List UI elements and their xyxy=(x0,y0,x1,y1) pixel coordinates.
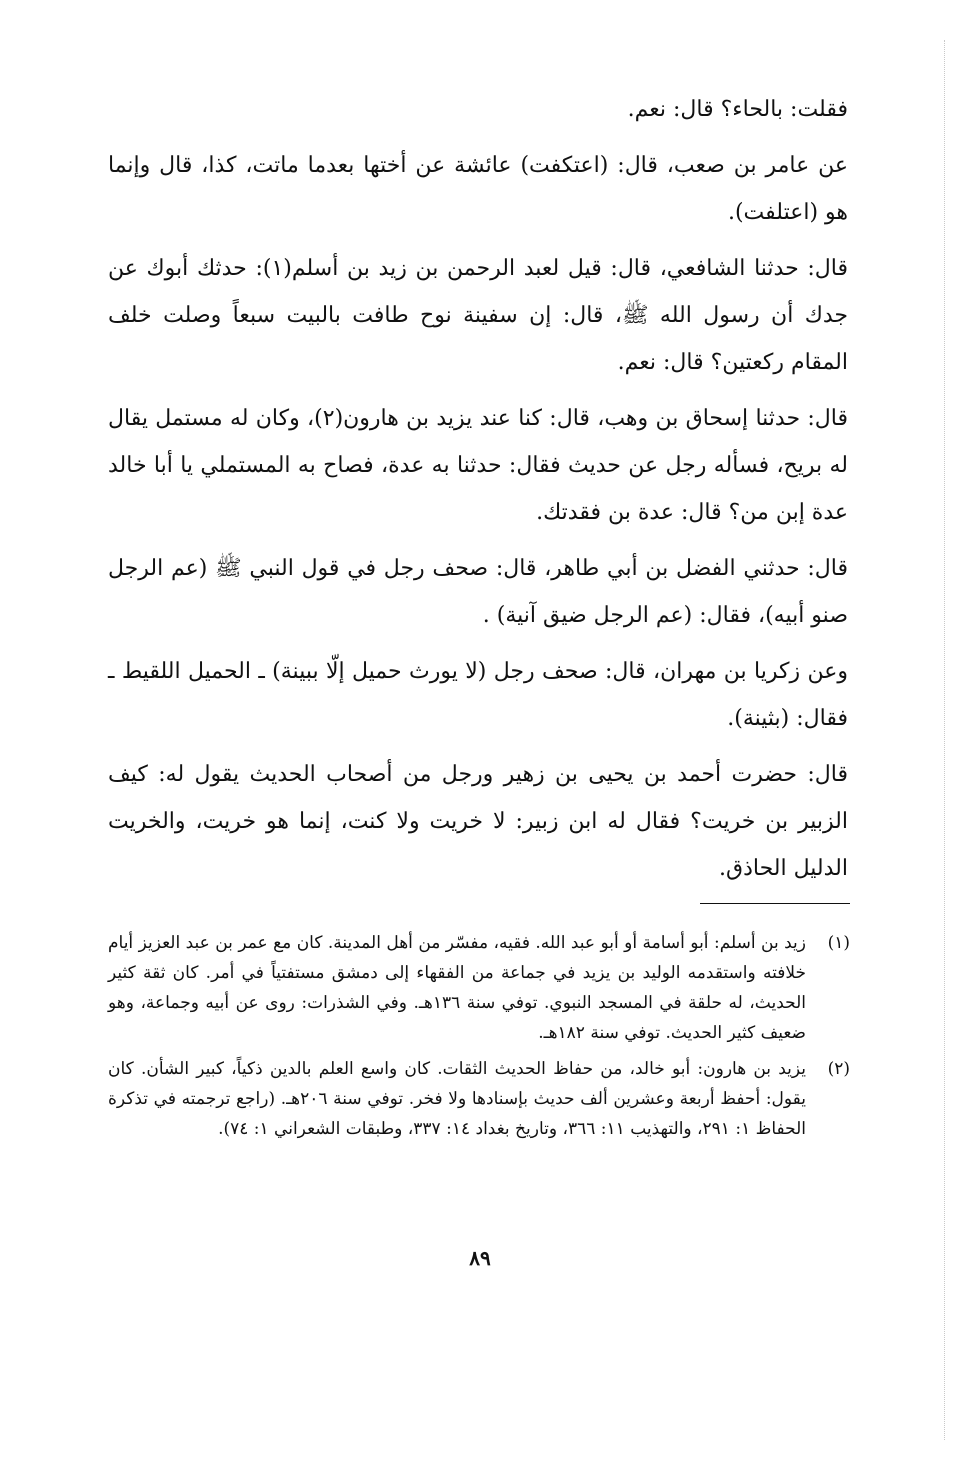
footnote-2 xyxy=(108,1054,850,1144)
footnote-1 xyxy=(108,928,850,1048)
footnotes-section xyxy=(108,928,850,1150)
main-text-body xyxy=(108,86,848,901)
paragraph-3: قال: حدثنا الشافعي، قال: قيل لعبد الرحمن بن زيد بن أسلم(١): حدثك أبوك عن جدك أن رسول الله ﷺ، قال: إن سفينة نوح طافت بالبيت سبعاً وصلت خلف المقام ركعتين؟ قال: نعم. xyxy=(108,256,848,375)
paragraph-2: عن عامر بن صعب، قال: (اعتكفت) عائشة عن أختها بعدما ماتت، كذا، قال وإنما هو (اعتلفت). xyxy=(108,153,848,225)
footnote-text: يزيد بن هارون: أبو خالد، من حفاظ الحديث الثقات. كان واسع العلم بالدين ذكياً، كبير الشأن. كان يقول: أحفظ أربعة وعشرين ألف حديث بإسنادها ولا فخر. توفي سنة ٢٠٦هـ. (راجع ترجمته في تذكرة الحفاظ ١: ٢٩١، والتهذيب ١١: ٣٦٦، وتاريخ بغداد ١٤: ٣٣٧، وطبقات الشعراني ١: ٧٤). xyxy=(108,1059,807,1139)
paragraph-4: قال: حدثنا إسحاق بن وهب، قال: كنا عند يزيد بن هارون(٢)، وكان له مستمل يقال له بريح، فسأله رجل عن حديث فقال: حدثنا به عدة، فصاح به المستملي يا أبا خالد عدة إبن من؟ قال: عدة بن فقدتك. xyxy=(108,406,848,525)
footnote-marker: (١) xyxy=(827,933,850,953)
page-edge-line xyxy=(944,40,945,1440)
paragraph-5: قال: حدثني الفضل بن أبي طاهر، قال: صحف رجل في قول النبي ﷺ (عم الرجل صنو أبيه)، فقال: (عم الرجل ضيق آنية) . xyxy=(108,556,848,628)
paragraph-6: وعن زكريا بن مهران، قال: صحف رجل (لا يورث حميل إلّا ببينة) ـ الحميل اللقيط ـ فقال: (بثينة). xyxy=(108,659,848,731)
footnote-text: زيد بن أسلم: أبو أسامة أو أبو عبد الله. فقيه، مفسّر من أهل المدينة. كان مع عمر بن عبد العزيز أيام خلافته واستقدمه الوليد بن يزيد في جماعة من الفقهاء إلى دمشق مستفتياً في أمر. كان ثقة كثير الحديث، له حلقة في المسجد النبوي. توفي سنة ١٣٦هـ. وفي الشذرات: روى عن أبيه وجماعة، وهو ضعيف كثير الحديث. توفي سنة ١٨٢هـ. xyxy=(108,933,806,1043)
footnote-separator xyxy=(700,903,850,904)
page-number: ٨٩ xyxy=(469,1246,491,1270)
footnote-marker: (٢) xyxy=(827,1059,850,1079)
paragraph-7: قال: حضرت أحمد بن يحيى بن زهير ورجل من أصحاب الحديث يقول له: كيف الزبير بن خريت؟ فقال له ابن زبير: لا خريت ولا كنت، إنما هو خريت، والخريت الدليل الحاذق. xyxy=(108,762,848,881)
paragraph-1: فقلت: بالحاء؟ قال: نعم. xyxy=(627,97,848,122)
